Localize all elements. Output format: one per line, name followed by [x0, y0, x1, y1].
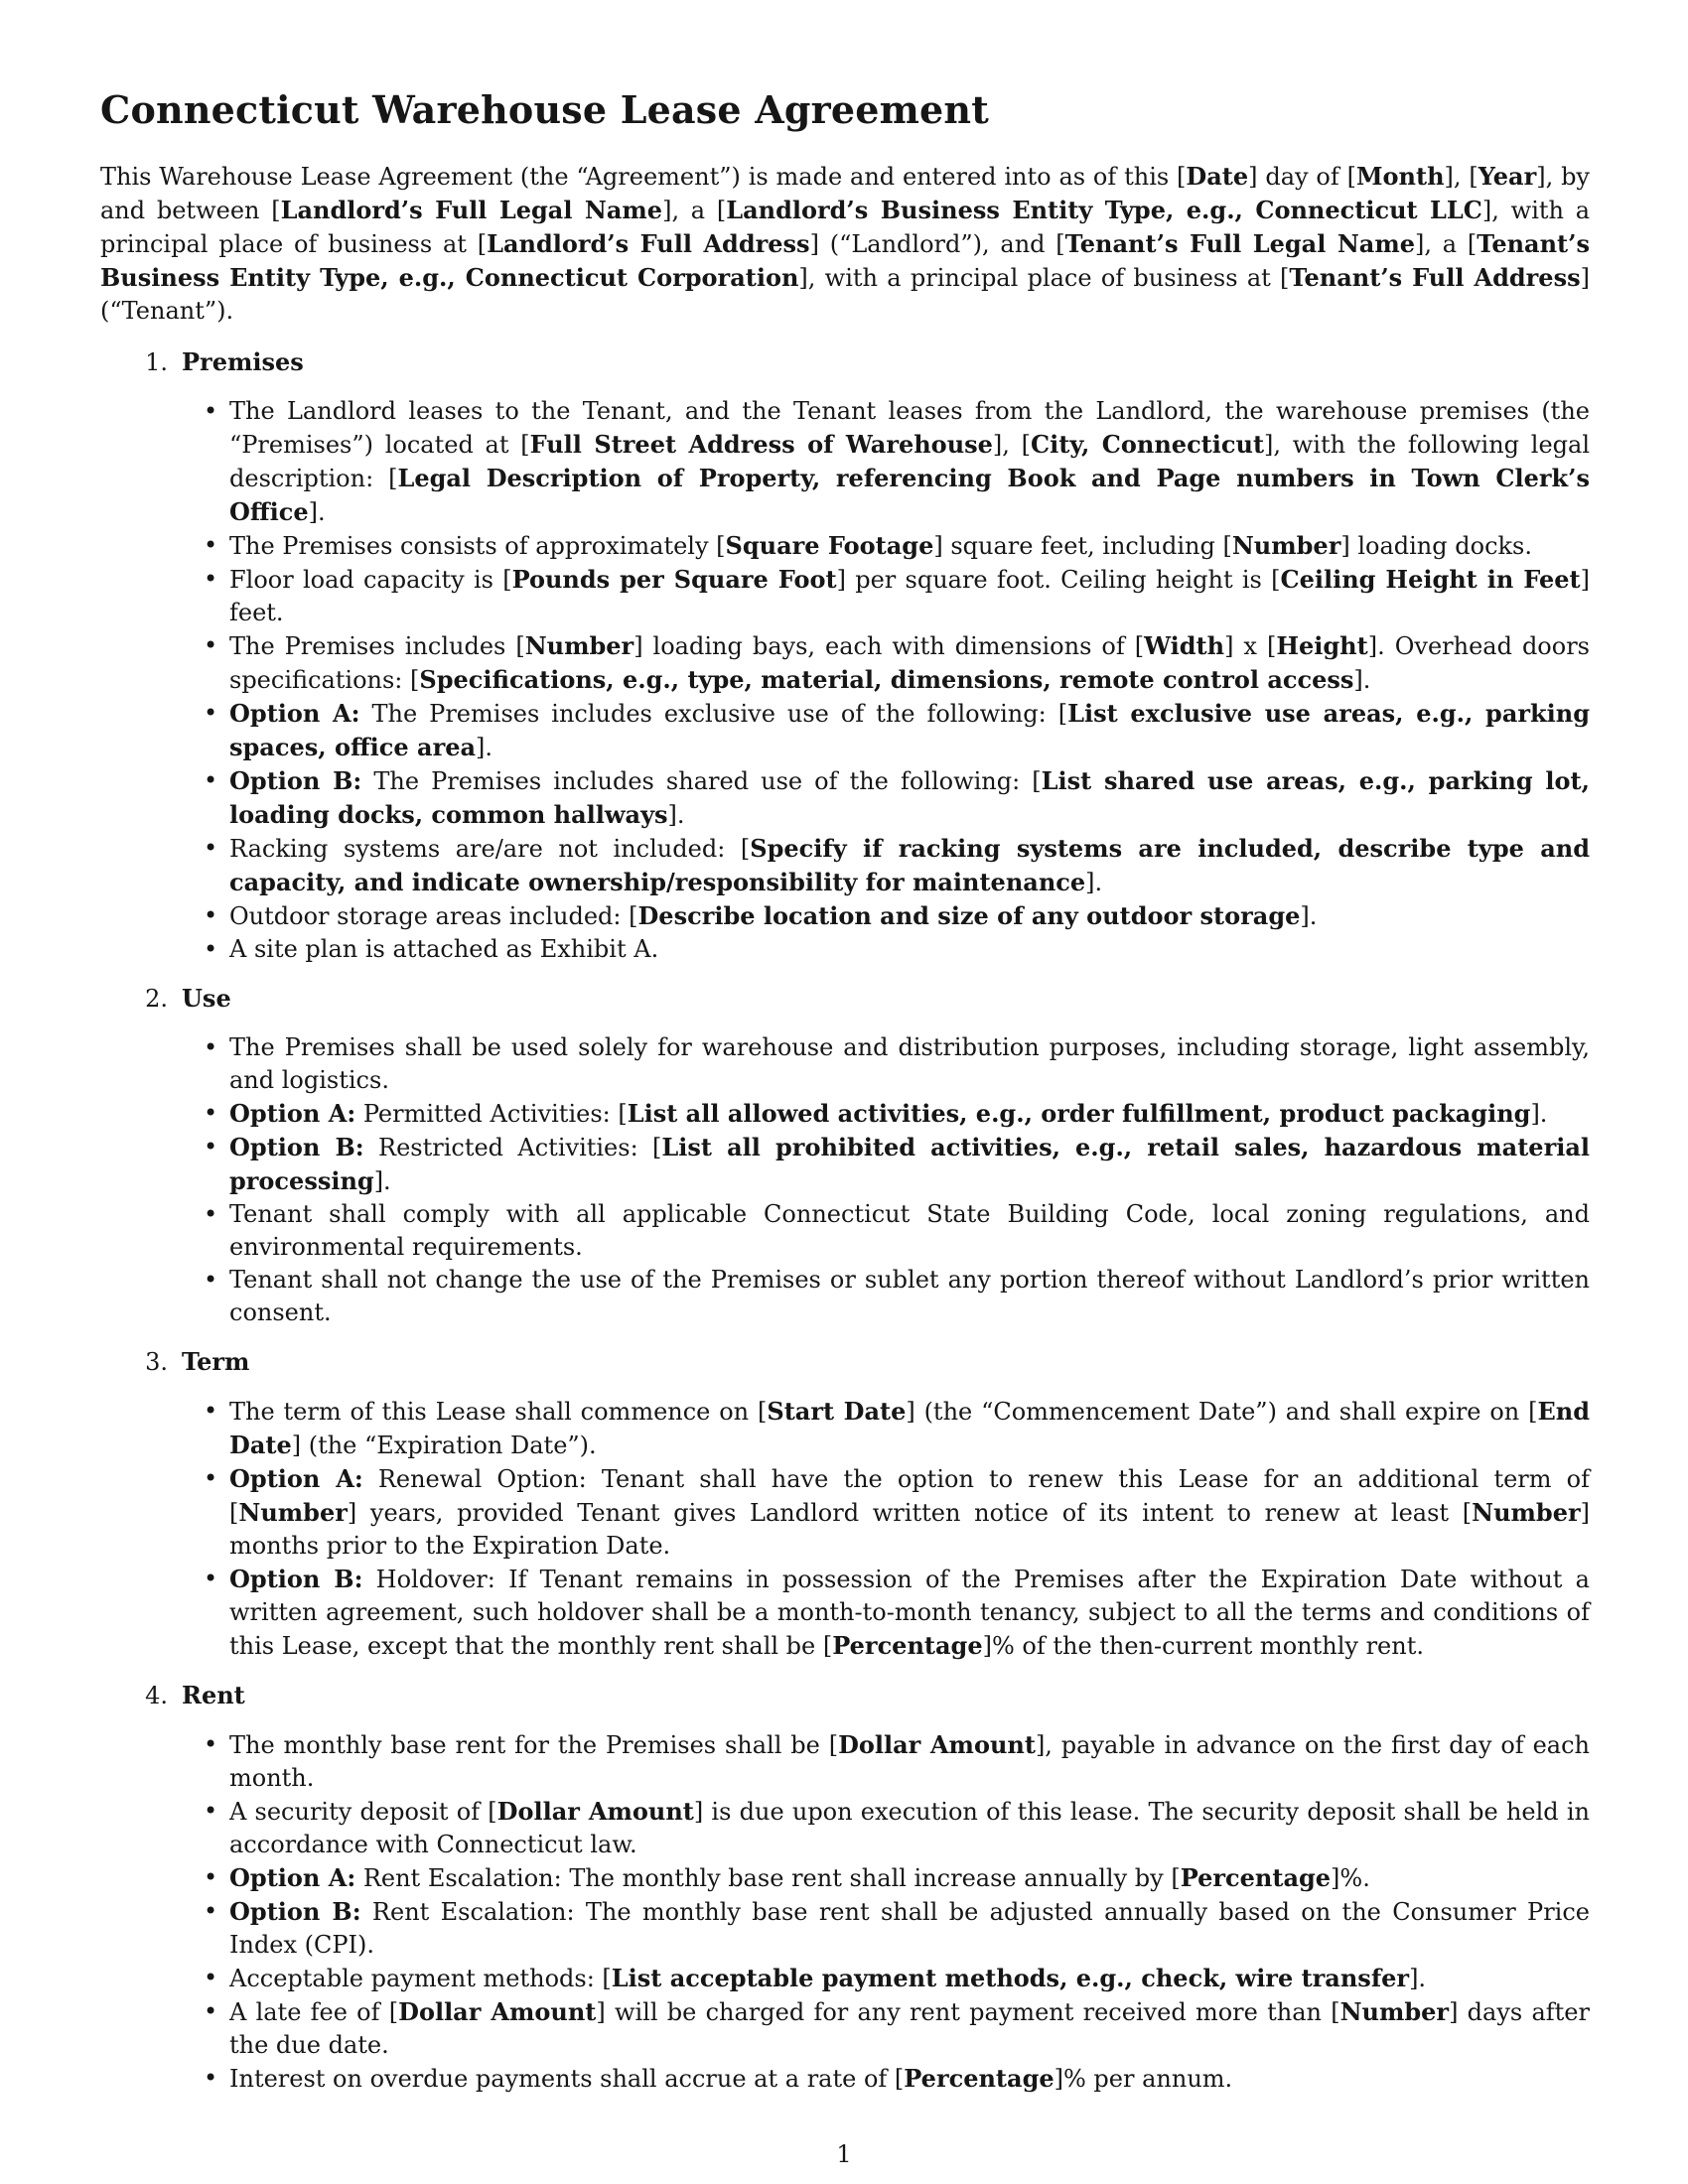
placeholder-field: Percentage [832, 1631, 983, 1660]
text-run: ]. [476, 734, 493, 761]
bullet-list [100, 395, 1590, 966]
text-run: ], with a principal place of business at [ [100, 197, 1591, 258]
section-heading [100, 345, 1590, 379]
bullet-list [100, 1395, 1590, 1663]
list-item [229, 697, 1590, 764]
list-item [229, 933, 1590, 966]
list-item [229, 1031, 1590, 1097]
section-term [100, 1345, 1590, 1663]
text-run: ] will be charged for any rent payment received more than [ [596, 1998, 1340, 2026]
text-run: ] per square foot. Ceiling height is [ [836, 566, 1281, 594]
text-run: ]. [1353, 666, 1371, 694]
text-run: ], a [ [662, 197, 727, 224]
placeholder-field: Landlord’s Full Legal Name [280, 196, 663, 224]
text-run: ], [ [1444, 163, 1478, 191]
section-premises [100, 345, 1590, 966]
text-run: The monthly base rent for the Premises shall be [ [229, 1731, 839, 1759]
text-run: ] days after the due date. [229, 1998, 1590, 2059]
list-item [229, 1198, 1590, 1264]
list-item [229, 563, 1590, 629]
text-run: A security deposit of [ [229, 1798, 497, 1826]
text-run: ]. [1409, 1965, 1427, 1992]
placeholder-field: Number [1231, 531, 1341, 560]
text-run: A site plan is attached as Exhibit A. [229, 935, 659, 963]
placeholder-field: End Date [229, 1397, 1590, 1459]
placeholder-field: Square Footage [725, 531, 934, 560]
list-item [229, 529, 1590, 563]
text-run: ]. [1530, 1100, 1548, 1128]
text-run: ] x [ [1224, 632, 1277, 660]
placeholder-field: Month [1355, 162, 1445, 191]
placeholder-field: Start Date [767, 1397, 907, 1426]
section-heading [100, 982, 1590, 1016]
section-heading [100, 1679, 1590, 1712]
list-item [229, 1097, 1590, 1131]
placeholder-field: Ceiling Height in Feet [1280, 565, 1581, 594]
text-run: ]. [373, 1167, 391, 1195]
section-list [100, 345, 1590, 2096]
text-run: A late fee of [ [229, 1998, 399, 2026]
text-run: ], with the following legal description: [ [229, 431, 1590, 492]
text-run: ] (“Tenant”). [100, 264, 1590, 325]
list-item [229, 629, 1590, 697]
text-run: ] loading docks. [1340, 532, 1532, 560]
section-number: 3. [145, 1348, 168, 1376]
placeholder-field: Date [1186, 162, 1249, 191]
placeholder-field: Number [1339, 1997, 1450, 2026]
text-run: ] square feet, including [ [933, 532, 1232, 560]
placeholder-field: List all allowed activities, e.g., order fulfillment, product packaging [627, 1099, 1531, 1128]
text-run: Rent Escalation: The monthly base rent shall be adjusted annually based on the Consumer Price Index (CPI). [229, 1898, 1590, 1959]
placeholder-field: Option B: [229, 766, 362, 795]
text-run: Renewal Option: Tenant shall have the option to renew this Lease for an additional term of [ [229, 1465, 1590, 1527]
section-use [100, 982, 1590, 1329]
section-title: Rent [182, 1681, 245, 1709]
text-run: ]. [1085, 869, 1103, 896]
placeholder-field: Number [1472, 1498, 1581, 1527]
list-item [229, 1395, 1590, 1462]
text-run: The Premises includes shared use of the following: [ [361, 767, 1042, 795]
placeholder-field: Describe location and size of any outdoor storage [637, 901, 1301, 930]
text-run: Interest on overdue payments shall accrue at a rate of [ [229, 2065, 905, 2093]
placeholder-field: Height [1276, 631, 1368, 660]
list-item [229, 1131, 1590, 1198]
placeholder-field: Percentage [1180, 1863, 1332, 1892]
placeholder-field: Option A: [229, 699, 360, 728]
text-run: ] feet. [229, 566, 1590, 626]
section-number: 2. [145, 985, 168, 1013]
text-run: Tenant shall comply with all applicable Connecticut State Building Code, local zoning regulations, and environmental requirements. [229, 1200, 1590, 1261]
placeholder-field: Number [524, 631, 634, 660]
text-run: ] (the “Expiration Date”). [291, 1432, 597, 1459]
list-item [229, 899, 1590, 933]
list-item [229, 395, 1590, 529]
list-item [229, 1995, 1590, 2062]
placeholder-field: Pounds per Square Foot [511, 565, 837, 594]
text-run: ] loading bays, each with dimensions of [ [633, 632, 1145, 660]
placeholder-field: Option A: [229, 1099, 356, 1128]
list-item [229, 1264, 1590, 1329]
text-run: The Premises includes [ [229, 632, 525, 660]
text-run: The Landlord leases to the Tenant, and the Tenant leases from the Landlord, the warehouse premises (the “Premises”) located at [ [229, 397, 1590, 459]
placeholder-field: Landlord’s Business Entity Type, e.g., Connecticut LLC [726, 196, 1482, 224]
placeholder-field: Tenant’s Full Address [1289, 263, 1581, 292]
text-run: ] years, provided Tenant gives Landlord written notice of its intent to renew at least [ [347, 1499, 1473, 1527]
placeholder-field: List shared use areas, e.g., parking lot, loading docks, common hallways [229, 766, 1590, 829]
section-title: Use [182, 984, 231, 1013]
placeholder-field: Full Street Address of Warehouse [529, 430, 993, 459]
list-item [229, 1462, 1590, 1563]
text-run: ]. Overhead doors specifications: [ [229, 632, 1590, 694]
list-item [229, 1895, 1590, 1962]
section-number: 4. [145, 1682, 168, 1709]
text-run: ], a [ [1415, 230, 1477, 258]
list-item [229, 832, 1590, 899]
text-run: Restricted Activities: [ [363, 1134, 662, 1161]
list-item [229, 1962, 1590, 1995]
text-run: ]%. [1331, 1864, 1370, 1892]
placeholder-field: Landlord’s Full Address [487, 229, 810, 258]
placeholder-field: List exclusive use areas, e.g., parking spaces, office area [229, 699, 1591, 761]
bullet-list [100, 1728, 1590, 2096]
list-item [229, 1563, 1590, 1663]
list-item [229, 1795, 1590, 1861]
text-run: The Premises consists of approximately [ [229, 532, 726, 560]
list-item [229, 764, 1590, 832]
placeholder-field: List acceptable payment methods, e.g., check, wire transfer [611, 1964, 1410, 1992]
document-body [100, 87, 1590, 2112]
text-run: Rent Escalation: The monthly base rent shall increase annually by [ [355, 1864, 1181, 1892]
text-run: ] is due upon execution of this lease. The security deposit shall be held in accordance with Connecticut law. [229, 1798, 1590, 1858]
placeholder-field: Option A: [229, 1464, 363, 1493]
text-run: ] (the “Commencement Date”) and shall expire on [ [906, 1398, 1538, 1426]
placeholder-field: Option B: [229, 1565, 363, 1593]
placeholder-field: Option B: [229, 1133, 364, 1161]
text-run: Tenant shall not change the use of the Premises or sublet any portion thereof without Landlord’s prior written consent. [229, 1266, 1590, 1326]
placeholder-field: Option A: [229, 1863, 356, 1892]
list-item [229, 2062, 1590, 2096]
text-run: The Premises includes exclusive use of the following: [ [359, 700, 1068, 728]
list-item [229, 1861, 1590, 1895]
text-run: The Premises shall be used solely for warehouse and distribution purposes, including storage, light assembly, and logistics. [229, 1033, 1590, 1094]
placeholder-field: Tenant’s Full Legal Name [1064, 229, 1415, 258]
section-rent [100, 1679, 1590, 2096]
text-run: ] (“Landlord”), and [ [809, 230, 1065, 258]
bullet-list [100, 1031, 1590, 1329]
text-run: Acceptable payment methods: [ [229, 1965, 612, 1992]
text-run: Floor load capacity is [ [229, 566, 512, 594]
section-number: 1. [145, 348, 168, 376]
list-item [229, 1728, 1590, 1795]
placeholder-field: Year [1477, 162, 1537, 191]
text-run: Outdoor storage areas included: [ [229, 902, 638, 930]
section-heading [100, 1345, 1590, 1379]
text-run: ], payable in advance on the first day of each month. [229, 1731, 1590, 1792]
text-run: ]. [1300, 902, 1318, 930]
text-run: Racking systems are/are not included: [ [229, 835, 751, 863]
text-run: ], by and between [ [100, 163, 1590, 224]
section-title: Term [182, 1347, 250, 1376]
text-run: ]% per annum. [1054, 2065, 1233, 2093]
text-run: ], with a principal place of business at [ [798, 264, 1290, 292]
placeholder-field: Specify if racking systems are included, describe type and capacity, and indicate ownership/responsibility for maintenance [229, 834, 1591, 896]
text-run: ], [ [992, 431, 1032, 459]
placeholder-field: Tenant’s Business Entity Type, e.g., Connecticut Corporation [100, 229, 1590, 292]
placeholder-field: Dollar Amount [838, 1730, 1036, 1759]
text-run: ] day of [ [1248, 163, 1356, 191]
text-run: This Warehouse Lease Agreement (the “Agreement”) is made and entered into as of this [ [100, 163, 1187, 191]
text-run: Holdover: If Tenant remains in possession of the Premises after the Expiration Date without a written agreement, such holdover shall be a month-to-month tenancy, subject to all the terms and conditions of this Lease, except that the monthly rent shall be [ [229, 1566, 1590, 1660]
text-run: Permitted Activities: [ [355, 1100, 628, 1128]
text-run: ]% of the then-current monthly rent. [982, 1632, 1424, 1660]
text-run: The term of this Lease shall commence on [ [229, 1398, 768, 1426]
placeholder-field: Legal Description of Property, referencing Book and Page numbers in Town Clerk’s Office [229, 464, 1590, 526]
document-title: Connecticut Warehouse Lease Agreement [100, 87, 990, 132]
section-title: Premises [182, 347, 304, 376]
placeholder-field: Option B: [229, 1897, 361, 1926]
text-run: ] months prior to the Expiration Date. [229, 1499, 1590, 1560]
placeholder-field: Dollar Amount [496, 1797, 694, 1826]
placeholder-field: Number [238, 1498, 348, 1527]
placeholder-field: Specifications, e.g., type, material, dimensions, remote control access [419, 665, 1354, 694]
page-number: 1 [836, 2140, 852, 2168]
text-run: ]. [667, 801, 685, 829]
placeholder-field: Percentage [904, 2064, 1055, 2093]
placeholder-field: City, Connecticut [1031, 430, 1265, 459]
placeholder-field: List all prohibited activities, e.g., retail sales, hazardous material processing [229, 1133, 1590, 1195]
intro-paragraph [100, 160, 1590, 328]
placeholder-field: Width [1144, 631, 1225, 660]
placeholder-field: Dollar Amount [398, 1997, 597, 2026]
text-run: ]. [308, 498, 326, 526]
